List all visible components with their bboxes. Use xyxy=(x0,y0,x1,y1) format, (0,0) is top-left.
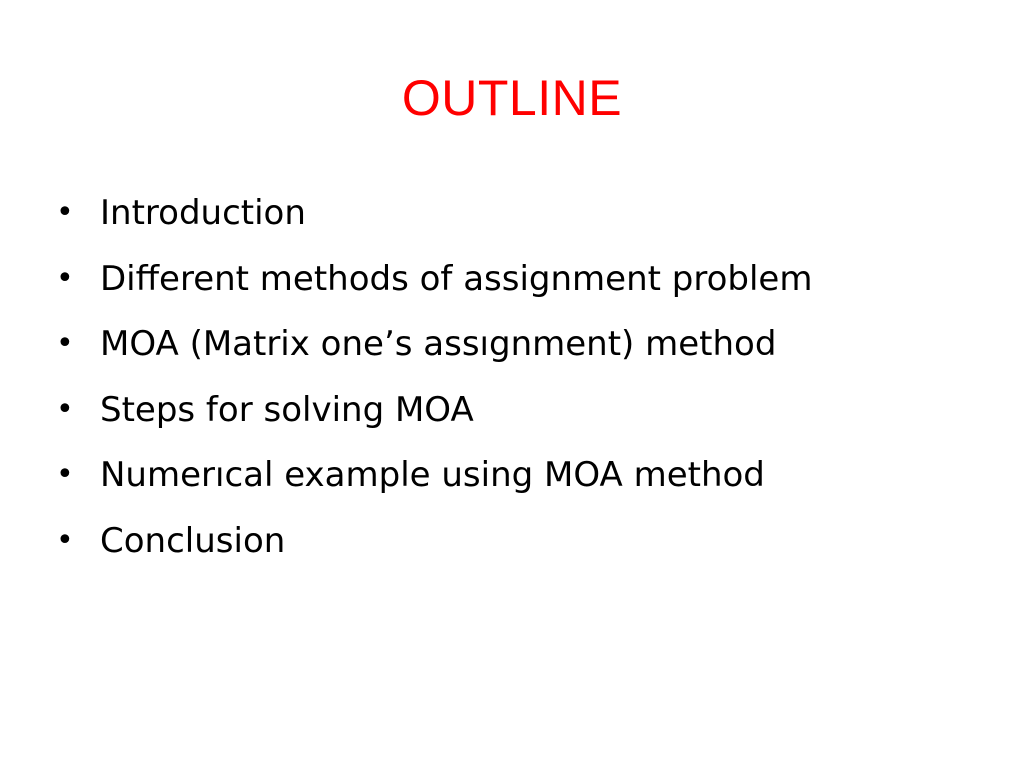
bullet-icon: • xyxy=(56,457,74,492)
list-item-text: Introduction xyxy=(100,193,306,233)
list-item xyxy=(56,314,996,380)
bullet-icon: • xyxy=(56,522,74,558)
outline-list xyxy=(56,183,996,576)
list-item xyxy=(56,249,996,315)
list-item xyxy=(56,445,996,511)
list-item xyxy=(56,380,996,446)
list-item-text: Numerıcal example using MOA method xyxy=(100,455,765,495)
bullet-icon: • xyxy=(56,326,74,361)
list-item-text: Different methods of assignment problem xyxy=(100,258,813,299)
bullet-icon: • xyxy=(56,260,74,296)
list-item-text: Steps for solving MOA xyxy=(100,389,474,430)
list-item xyxy=(56,183,996,249)
bullet-icon: • xyxy=(56,391,74,427)
slide-title: OUTLINE xyxy=(401,70,623,126)
list-item-text: MOA (Matrix one’s assıgnment) method xyxy=(100,324,777,364)
bullet-icon: • xyxy=(56,195,74,230)
list-item-text: Conclusion xyxy=(100,520,286,561)
list-item xyxy=(56,511,996,577)
